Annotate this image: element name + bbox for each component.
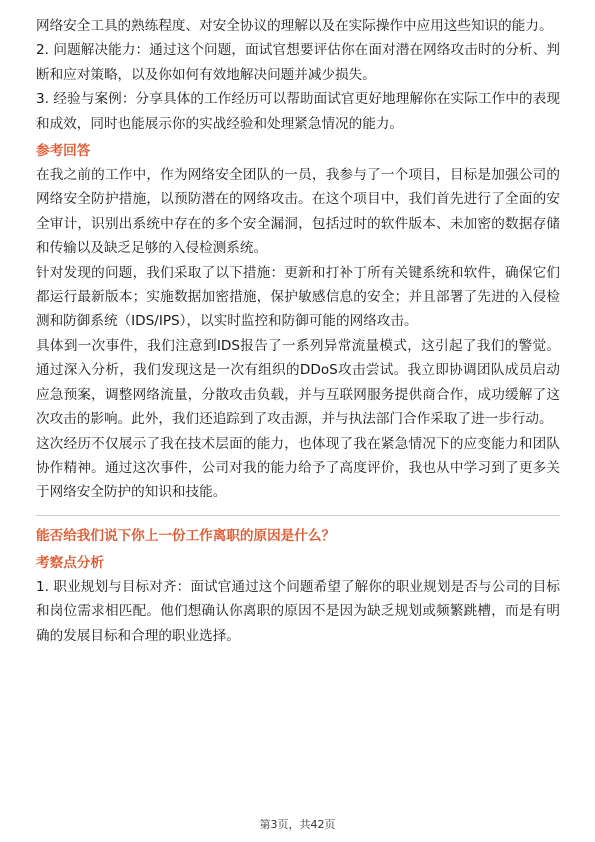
answer-paragraph-1: 在我之前的工作中，作为网络安全团队的一员，我参与了一个项目，目标是加强公司的网络安全防护措施，以预防潜在的网络攻击。在这个项目中，我们首先进行了全面的安全审计，识别出系统中存在的多个安全漏洞，包括过时的软件版本、未加密的数据存储和传输以及缺乏足够的入侵检测系统。 xyxy=(36,167,560,257)
analysis-point-3: 3. 经验与案例：分享具体的工作经历可以帮助面试官更好地理解你在实际工作中的表现和成效，同时也能展示你的实战经验和处理紧急情况的能力。 xyxy=(36,91,560,132)
question-title: 能否给我们说下你上一份工作离职的原因是什么？ xyxy=(36,527,336,544)
answer-paragraph-2: 针对发现的问题，我们采取了以下措施：更新和打补丁所有关键系统和软件，确保它们都运行最新版本；实施数据加密措施，保护敏感信息的安全；并且部署了先进的入侵检测和防御系统（IDS/IPS），以实时监控和防御可能的网络攻击。 xyxy=(36,264,560,330)
analysis-point-2: 2. 问题解决能力：通过这个问题，面试官想要评估你在面对潜在网络攻击时的分析、判断和应对策略，以及你如何有效地解决问题并减少损失。 xyxy=(36,42,560,83)
answer-paragraph-4: 这次经历不仅展示了我在技术层面的能力，也体现了我在紧急情况下的应变能力和团队协作精神。通过这次事件，公司对我的能力给予了高度评价，我也从中学习到了更多关于网络安全防护的知识和技能。 xyxy=(36,435,560,501)
document-page xyxy=(36,14,560,648)
page-footer: 第3页，共42页 xyxy=(259,818,336,831)
analysis-point-1: 1. 职业规划与目标对齐：面试官通过这个问题希望了解你的职业规划是否与公司的目标和岗位需求相匹配。他们想确认你离职的原因不是因为缺乏规划或频繁跳槽，而是有明确的发展目标和合理的职业选择。 xyxy=(36,578,560,644)
answer-paragraph-3: 具体到一次事件，我们注意到IDS报告了一系列异常流量模式，这引起了我们的警觉。通过深入分析，我们发现这是一次有组织的DDoS攻击尝试。我立即协调团队成员启动应急预案，调整网络流量，分散攻击负载，并与互联网服务提供商合作，成功缓解了这次攻击的影响。此外，我们还追踪到了攻击源，并与执法部门合作采取了进一步行动。 xyxy=(36,337,560,428)
analysis-heading: 考察点分析 xyxy=(36,554,104,571)
intro-paragraph: 网络安全工具的熟练程度、对安全协议的理解以及在实际操作中应用这些知识的能力。 xyxy=(36,18,553,34)
section-divider xyxy=(36,515,560,516)
answer-heading: 参考回答 xyxy=(36,143,91,160)
